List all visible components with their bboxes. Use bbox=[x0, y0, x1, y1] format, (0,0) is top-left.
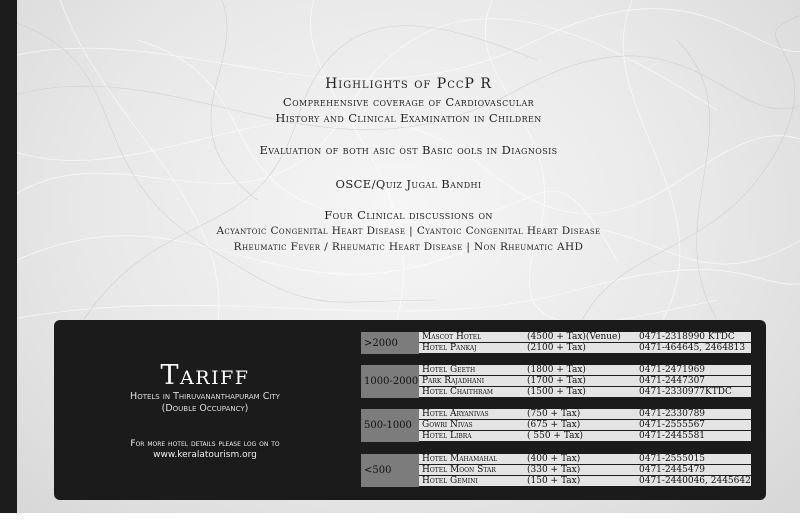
left-dark-bar bbox=[0, 0, 17, 525]
hotel-phone: 0471-2318990 KTDC bbox=[639, 332, 735, 342]
tariff-group-gt2000 bbox=[361, 332, 751, 354]
tariff-group-lt500 bbox=[361, 454, 751, 487]
hotel-name: Hotel Aryanivas bbox=[422, 409, 489, 419]
hotel-rate: (2100 + Tax) bbox=[527, 343, 586, 353]
tariff-group-500-1000 bbox=[361, 409, 751, 442]
hotel-name: Hotel Gemini bbox=[422, 476, 478, 486]
table-row bbox=[419, 332, 751, 343]
highlights-line: Acyantoic Congenital Heart Disease | Cyantoic Congenital Heart Disease bbox=[216, 225, 601, 237]
hotel-phone: 0471-2330789 bbox=[639, 409, 706, 419]
category-label: >2000 bbox=[361, 332, 419, 354]
table-row bbox=[419, 420, 751, 431]
hotel-rate: (330 + Tax) bbox=[527, 465, 581, 475]
highlights-line: Rheumatic Fever / Rheumatic Heart Disease | Non Rheumatic AHD bbox=[233, 241, 584, 253]
hotel-name: Hotel Mahamahal bbox=[422, 454, 498, 464]
hotel-name: Hotel Libra bbox=[422, 431, 472, 441]
bottom-white-strip bbox=[0, 513, 800, 525]
table-row bbox=[419, 454, 751, 465]
table-row bbox=[419, 343, 751, 354]
hotel-phone: 0471-2440046, 2445642 bbox=[639, 476, 751, 486]
hotel-phone: 0471-2445479 bbox=[639, 465, 706, 475]
hotel-rate: ( 550 + Tax) bbox=[527, 431, 584, 441]
tariff-title: Tariff bbox=[160, 360, 250, 391]
hotel-phone: 0471-2471969 bbox=[639, 365, 706, 375]
table-row bbox=[419, 365, 751, 376]
table-row bbox=[419, 376, 751, 387]
hotel-rate: (1800 + Tax) bbox=[527, 365, 586, 375]
highlights-line: Comprehensive coverage of Cardiovascular bbox=[282, 95, 535, 109]
highlights-title: Highlights of PccP R bbox=[325, 76, 492, 92]
tariff-website-link[interactable]: www.keralatourism.org bbox=[153, 450, 257, 460]
table-row bbox=[419, 476, 751, 487]
hotel-phone: 0471-2330977KTDC bbox=[639, 387, 732, 397]
tariff-occupancy: (Double Occupancy) bbox=[161, 403, 249, 414]
hotel-phone: 0471-464645, 2464813 bbox=[639, 343, 746, 353]
hotel-phone: 0471-2445581 bbox=[639, 431, 706, 441]
hotel-name: Gowri Nivas bbox=[422, 420, 473, 430]
hotel-rate: (750 + Tax) bbox=[527, 409, 581, 419]
hotel-name: Hotel Pankaj bbox=[422, 343, 477, 353]
hotel-rate: (150 + Tax) bbox=[527, 476, 581, 486]
tariff-note: For more hotel details please log on to bbox=[130, 439, 280, 449]
table-row bbox=[419, 465, 751, 476]
table-row bbox=[419, 409, 751, 420]
highlights-line: OSCE/Quiz Jugal Bandhi bbox=[335, 177, 482, 191]
category-label: 1000-2000 bbox=[361, 365, 419, 398]
table-row bbox=[419, 431, 751, 442]
hotel-rate: (400 + Tax) bbox=[527, 454, 581, 464]
table-row bbox=[419, 387, 751, 398]
hotel-name: Park Rajadhani bbox=[422, 376, 485, 386]
highlights-line: History and Clinical Examination in Children bbox=[275, 111, 542, 125]
hotel-name: Hotel Chaithram bbox=[422, 387, 494, 397]
hotel-rate: (4500 + Tax)(Venue) bbox=[527, 332, 621, 342]
hotel-name: Hotel Geeth bbox=[422, 365, 476, 375]
category-label: <500 bbox=[361, 454, 419, 487]
category-label: 500-1000 bbox=[361, 409, 419, 442]
tariff-group-1000-2000 bbox=[361, 365, 751, 398]
highlights-line: Four Clinical discussions on bbox=[324, 208, 493, 222]
hotel-phone: 0471-2555015 bbox=[639, 454, 706, 464]
hotel-name: Hotel Moon Star bbox=[422, 465, 496, 475]
hotel-phone: 0471-2447307 bbox=[639, 376, 706, 386]
highlights-line: Evaluation of both asic ost Basic ools in Diagnosis bbox=[259, 143, 558, 157]
hotel-rate: (675 + Tax) bbox=[527, 420, 581, 430]
tariff-subtitle: Hotels in Thiruvananthapuram City bbox=[130, 391, 280, 402]
hotel-rate: (1500 + Tax) bbox=[527, 387, 586, 397]
hotel-name: Mascot Hotel bbox=[422, 332, 482, 342]
hotel-phone: 0471-2555567 bbox=[639, 420, 706, 430]
hotel-rate: (1700 + Tax) bbox=[527, 376, 586, 386]
